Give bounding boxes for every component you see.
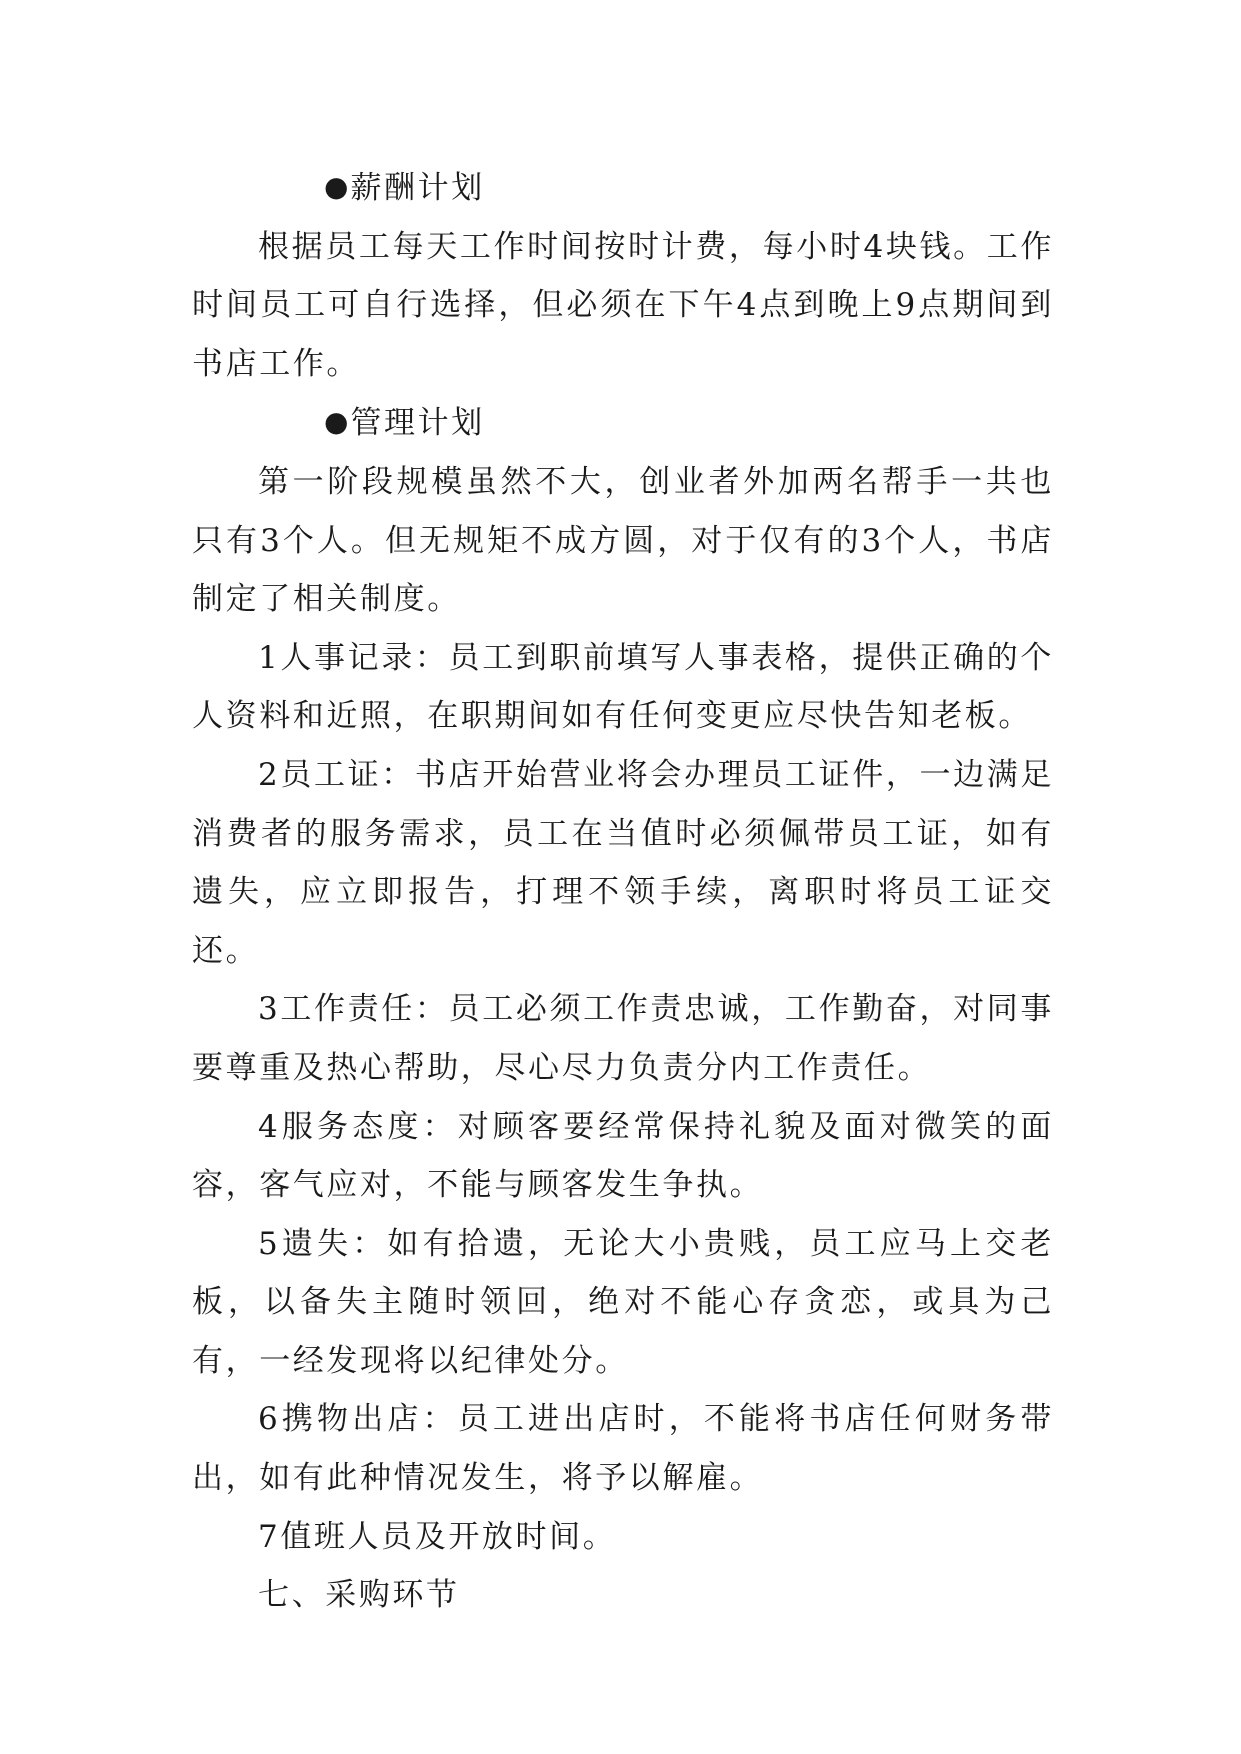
bullet-heading-management-plan: [192, 393, 1054, 453]
bullet-heading-salary-plan: [192, 158, 1054, 218]
heading-text: 薪酬计划: [350, 170, 485, 206]
paragraph-rule-personnel-records: 1人事记录：员工到职前填写人事表格，提供正确的个人资料和近照，在职期间如有任何变更应尽快告知老板。: [192, 639, 1054, 735]
paragraph-rule-duty-hours: 7值班人员及开放时间。: [258, 1518, 617, 1555]
paragraph-rule-employee-card: 2员工证：书店开始营业将会办理员工证件，一边满足消费者的服务需求，员工在当值时必须佩带员工证，如有遗失，应立即报告，打理不领手续，离职时将员工证交还。: [192, 756, 1054, 969]
paragraph-rule-carrying-items: 6携物出店：员工进出店时，不能将书店任何财务带出，如有此种情况发生，将予以解雇。: [192, 1401, 1054, 1497]
paragraph-rule-lost-items: 5遗失：如有拾遗，无论大小贵贱，员工应马上交老板，以备失主随时领回，绝对不能心存贪恋，或具为己有，一经发现将以纪律处分。: [192, 1225, 1054, 1379]
bullet-icon: ●: [324, 170, 349, 203]
paragraph-rule-service-attitude: 4服务态度：对顾客要经常保持礼貌及面对微笑的面容，客气应对，不能与顾客发生争执。: [192, 1108, 1054, 1204]
section-heading-procurement: 七、采购环节: [258, 1577, 460, 1614]
paragraph-rule-work-responsibility: 3工作责任：员工必须工作责忠诚，工作勤奋，对同事要尊重及热心帮助，尽心尽力负责分内工作责任。: [192, 991, 1054, 1086]
paragraph-management-intro: 第一阶段规模虽然不大，创业者外加两名帮手一共也只有3个人。但无规矩不成方圆，对于仅有的3个人，书店制定了相关制度。: [192, 463, 1054, 618]
document-page: [192, 158, 1054, 1625]
heading-text: 管理计划: [350, 405, 485, 442]
bullet-icon: ●: [324, 405, 349, 439]
paragraph-salary-detail: 根据员工每天工作时间按时计费，每小时4块钱。工作时间员工可自行选择，但必须在下午4点到晚上9点期间到书店工作。: [192, 228, 1054, 382]
